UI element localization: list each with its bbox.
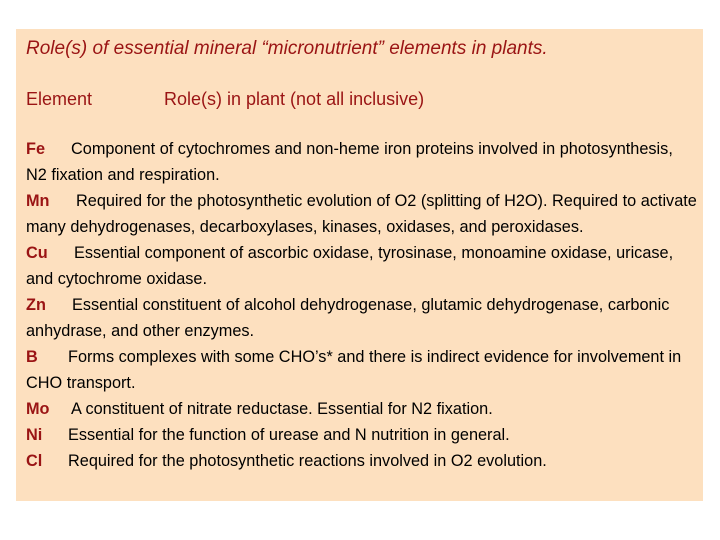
element-role-text: Essential for the function of urease and N nutrition in general.: [68, 426, 510, 444]
element-entry-b: [26, 344, 698, 396]
element-symbol: Fe: [26, 140, 46, 158]
page-title: Role(s) of essential mineral “micronutrient” elements in plants.: [26, 38, 548, 59]
element-role-text: Forms complexes with some CHO’s* and there is indirect evidence for involvement in CHO transport.: [26, 348, 682, 392]
element-entry-cl: [26, 448, 698, 474]
column-header-role: Role(s) in plant (not all inclusive): [164, 89, 425, 109]
element-list: [26, 136, 698, 474]
element-role-text: Required for the photosynthetic reactions involved in O2 evolution.: [68, 452, 547, 470]
element-role-text: Essential constituent of alcohol dehydrogenase, glutamic dehydrogenase, carbonic anhydrase, and other enzymes.: [26, 296, 670, 340]
element-symbol: Mo: [26, 400, 50, 418]
element-entry-ni: [26, 422, 698, 448]
element-symbol: Cu: [26, 244, 48, 262]
element-entry-cu: [26, 240, 698, 292]
element-role-text: Component of cytochromes and non-heme iron proteins involved in photosynthesis, N2 fixation and respiration.: [26, 140, 673, 184]
element-entry-fe: [26, 136, 698, 188]
element-entry-mo: [26, 396, 698, 422]
column-header-element: Element: [26, 89, 93, 109]
element-entry-zn: [26, 292, 698, 344]
element-role-text: Essential component of ascorbic oxidase, tyrosinase, monoamine oxidase, uricase, and cytochrome oxidase.: [26, 244, 674, 288]
element-symbol: Ni: [26, 426, 43, 444]
element-symbol: B: [26, 348, 38, 366]
element-symbol: Zn: [26, 296, 46, 314]
element-role-text: A constituent of nitrate reductase. Essential for N2 fixation.: [71, 400, 493, 418]
element-role-text: Required for the photosynthetic evolution of O2 (splitting of H2O). Required to activate many dehydrogenases, decarboxylases, kinases, oxidases, and peroxidases.: [26, 192, 697, 236]
element-symbol: Mn: [26, 192, 50, 210]
element-entry-mn: [26, 188, 698, 240]
element-symbol: Cl: [26, 452, 43, 470]
content-panel: [16, 29, 703, 501]
